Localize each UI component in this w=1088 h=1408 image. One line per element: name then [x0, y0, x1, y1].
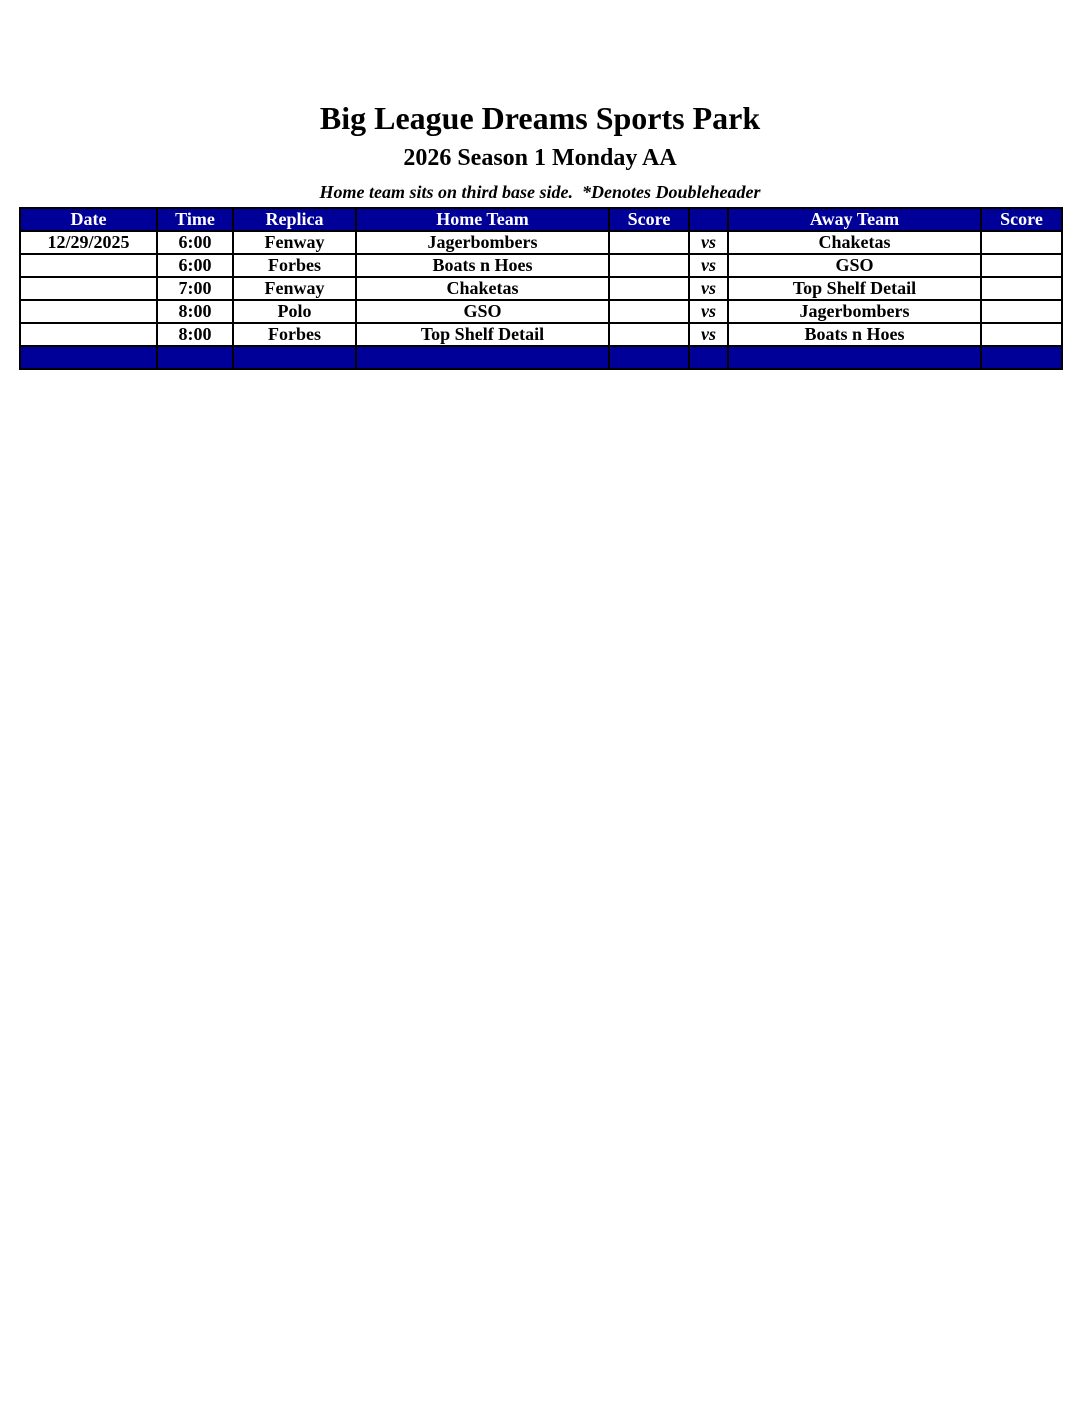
table-row: [20, 300, 1062, 323]
table-footer-row: [20, 346, 1062, 369]
cell-date: [20, 277, 157, 300]
cell-replica: Forbes: [233, 254, 356, 277]
footer-cell: [689, 346, 728, 369]
cell-away-score: [981, 254, 1062, 277]
cell-home-team: GSO: [356, 300, 609, 323]
cell-date: [20, 254, 157, 277]
table-header-row: [20, 208, 1062, 231]
column-header-away-score: Score: [981, 208, 1062, 231]
page-title: Big League Dreams Sports Park: [319, 100, 761, 136]
footer-cell: [981, 346, 1062, 369]
cell-date: 12/29/2025: [20, 231, 157, 254]
cell-away-team: GSO: [728, 254, 981, 277]
cell-home-score: [609, 231, 689, 254]
page-subtitle: 2026 Season 1 Monday AA: [403, 145, 677, 171]
cell-home-score: [609, 254, 689, 277]
cell-home-team: Chaketas: [356, 277, 609, 300]
cell-vs: vs: [689, 323, 728, 346]
cell-away-score: [981, 323, 1062, 346]
table-row: [20, 277, 1062, 300]
column-header-time: Time: [157, 208, 233, 231]
column-header-home-score: Score: [609, 208, 689, 231]
footer-cell: [20, 346, 157, 369]
cell-away-score: [981, 231, 1062, 254]
footer-cell: [728, 346, 981, 369]
cell-home-score: [609, 300, 689, 323]
footer-cell: [233, 346, 356, 369]
cell-away-score: [981, 277, 1062, 300]
cell-vs: vs: [689, 300, 728, 323]
cell-time: 7:00: [157, 277, 233, 300]
column-header-vs: [689, 208, 728, 231]
cell-time: 6:00: [157, 254, 233, 277]
schedule-note: Home team sits on third base side. *Denotes Doubleheader: [319, 182, 761, 202]
footer-cell: [157, 346, 233, 369]
cell-home-team: Jagerbombers: [356, 231, 609, 254]
table-row: [20, 323, 1062, 346]
cell-vs: vs: [689, 231, 728, 254]
footer-cell: [609, 346, 689, 369]
cell-replica: Fenway: [233, 277, 356, 300]
cell-date: [20, 300, 157, 323]
cell-time: 8:00: [157, 323, 233, 346]
cell-away-score: [981, 300, 1062, 323]
cell-home-team: Boats n Hoes: [356, 254, 609, 277]
column-header-away-team: Away Team: [728, 208, 981, 231]
table-row: [20, 231, 1062, 254]
schedule-table: [19, 207, 1063, 370]
cell-away-team: Top Shelf Detail: [728, 277, 981, 300]
column-header-date: Date: [20, 208, 157, 231]
cell-replica: Polo: [233, 300, 356, 323]
cell-home-team: Top Shelf Detail: [356, 323, 609, 346]
table-row: [20, 254, 1062, 277]
cell-away-team: Jagerbombers: [728, 300, 981, 323]
cell-vs: vs: [689, 277, 728, 300]
cell-home-score: [609, 277, 689, 300]
footer-cell: [356, 346, 609, 369]
column-header-home-team: Home Team: [356, 208, 609, 231]
cell-home-score: [609, 323, 689, 346]
cell-replica: Fenway: [233, 231, 356, 254]
cell-time: 6:00: [157, 231, 233, 254]
cell-away-team: Boats n Hoes: [728, 323, 981, 346]
cell-replica: Forbes: [233, 323, 356, 346]
cell-date: [20, 323, 157, 346]
cell-away-team: Chaketas: [728, 231, 981, 254]
column-header-replica: Replica: [233, 208, 356, 231]
cell-vs: vs: [689, 254, 728, 277]
cell-time: 8:00: [157, 300, 233, 323]
